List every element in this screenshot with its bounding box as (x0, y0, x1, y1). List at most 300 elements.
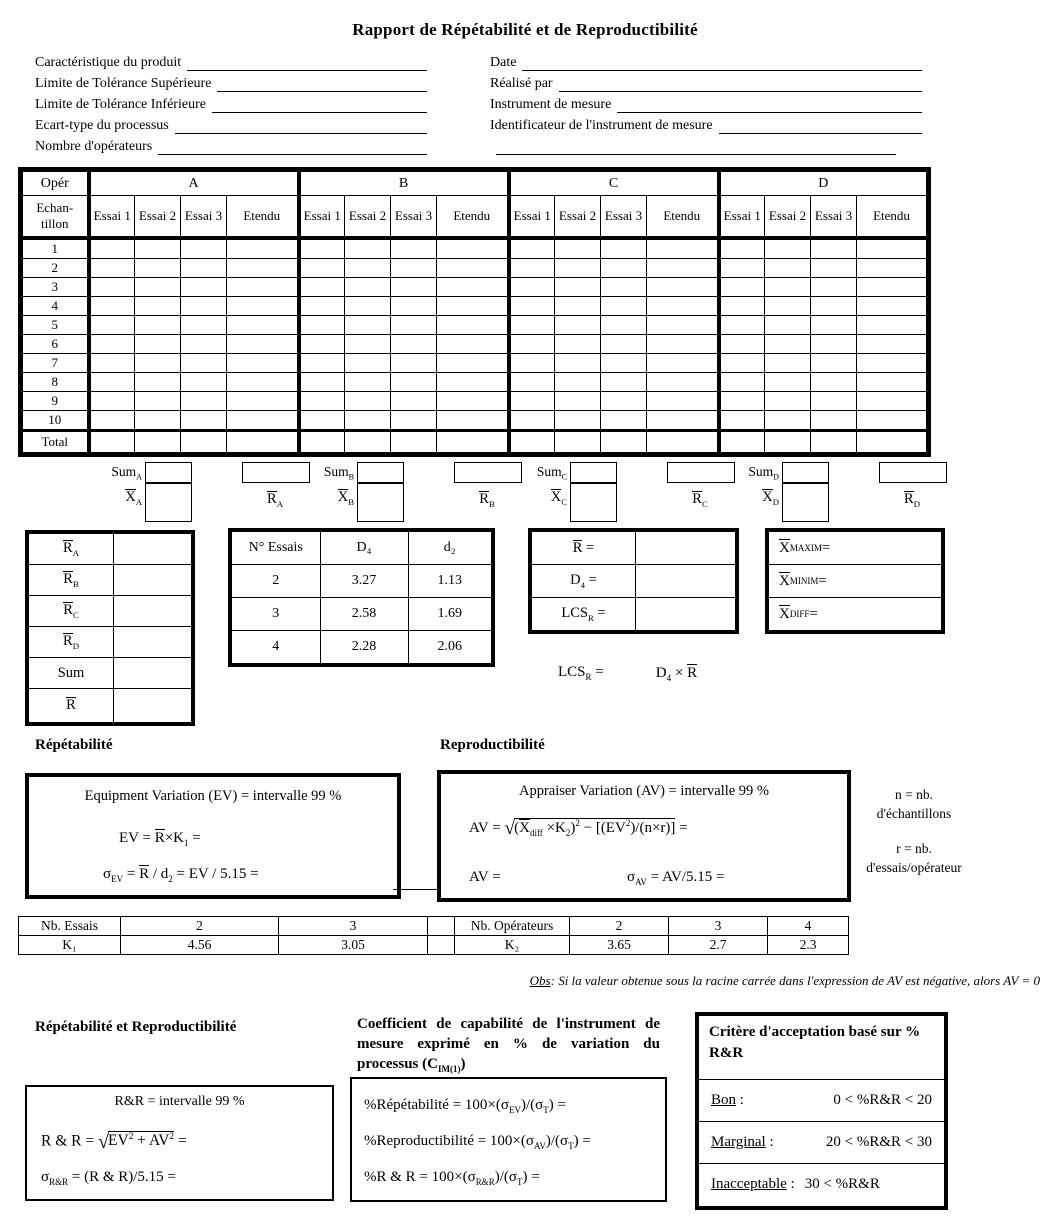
measurement-cell[interactable] (555, 316, 601, 335)
measurement-cell[interactable] (509, 316, 555, 335)
measurement-cell[interactable] (811, 259, 857, 278)
k-table-cell: 3 (279, 917, 428, 936)
measurement-cell[interactable] (765, 278, 811, 297)
measurement-cell[interactable] (811, 316, 857, 335)
measurement-cell[interactable] (89, 411, 135, 431)
rr-box (25, 1085, 334, 1201)
measurement-cell[interactable] (181, 431, 227, 455)
ev-box-title: Equipment Variation (EV) = intervalle 99 % (84, 788, 342, 804)
measurement-cell[interactable] (391, 259, 437, 278)
measurement-cell[interactable] (345, 259, 391, 278)
measurement-cell[interactable] (181, 238, 227, 259)
measurement-cell[interactable] (857, 278, 929, 297)
rr-formula: R & $R = √EV^2 + AV^2$ = (41, 1131, 187, 1153)
rbar-value-box[interactable] (879, 462, 947, 483)
k-table-cell: Nb. Opérateurs (455, 917, 570, 936)
measurement-cell[interactable] (509, 278, 555, 297)
measurement-cell[interactable] (555, 238, 601, 259)
measurement-cell[interactable] (601, 411, 647, 431)
measurement-cell[interactable] (227, 373, 299, 392)
av-equals: AV = (469, 869, 501, 885)
row-label: 4 (21, 297, 89, 316)
measurement-cell[interactable] (857, 316, 929, 335)
blank-line[interactable] (522, 55, 922, 71)
measurement-cell[interactable] (181, 392, 227, 411)
measurement-cell[interactable] (647, 259, 719, 278)
measurement-cell[interactable] (647, 278, 719, 297)
measurement-cell[interactable] (181, 373, 227, 392)
measurement-cell[interactable] (299, 392, 345, 411)
criteria-row-marginal (699, 1122, 944, 1164)
rbar-row-value[interactable] (113, 627, 191, 657)
xbar-extreme-row[interactable]: X DIFF = (769, 597, 941, 630)
measurement-cell[interactable] (135, 316, 181, 335)
measurement-cell[interactable] (391, 392, 437, 411)
rbar-row-value[interactable] (113, 565, 191, 595)
measurement-cell[interactable] (345, 316, 391, 335)
blank-line[interactable] (158, 139, 427, 155)
measurement-cell[interactable] (227, 354, 299, 373)
measurement-cell[interactable] (181, 354, 227, 373)
measurement-cell[interactable] (719, 335, 765, 354)
k-table-cell: K₂ (455, 936, 570, 955)
measurement-cell[interactable] (391, 297, 437, 316)
measurement-cell[interactable] (391, 316, 437, 335)
rbar-value-box[interactable] (667, 462, 735, 483)
sum-value-box[interactable] (570, 462, 617, 483)
ev-formula: EV = $R\times K_1$ = (119, 830, 201, 848)
measurement-cell[interactable] (299, 316, 345, 335)
sum-label: Sum$_A$ (111, 464, 142, 482)
measurement-cell[interactable] (345, 335, 391, 354)
measurement-cell[interactable] (437, 297, 509, 316)
measurement-cell[interactable] (509, 431, 555, 455)
measurement-cell[interactable] (555, 411, 601, 431)
measurement-cell[interactable] (227, 297, 299, 316)
measurement-cell[interactable] (719, 297, 765, 316)
xbar-label: $X_C$ (550, 489, 567, 507)
measurement-cell[interactable] (509, 297, 555, 316)
measurement-cell[interactable] (437, 335, 509, 354)
reproducibility-heading: Reproductibilité (440, 737, 545, 753)
measurement-cell[interactable] (601, 354, 647, 373)
measurement-cell[interactable] (601, 297, 647, 316)
measurement-cell[interactable] (345, 392, 391, 411)
measurement-cell[interactable] (345, 278, 391, 297)
col-header: Essai 2 (765, 196, 811, 239)
measurement-cell[interactable] (509, 335, 555, 354)
measurement-cell[interactable] (765, 316, 811, 335)
measurement-cell[interactable] (719, 354, 765, 373)
measurement-cell[interactable] (391, 278, 437, 297)
d-table-header: d₂ (408, 530, 493, 565)
measurement-cell[interactable] (601, 335, 647, 354)
measurement-table (18, 167, 931, 457)
operator-header: D (719, 170, 929, 196)
field-label: Limite de Tolérance Inférieure (35, 97, 206, 112)
k-table-cell: 4 (768, 917, 849, 936)
measurement-cell[interactable] (135, 411, 181, 431)
measurement-cell[interactable] (135, 238, 181, 259)
rbar-row-value[interactable] (113, 689, 191, 722)
measurement-cell[interactable] (811, 373, 857, 392)
operator-header: B (299, 170, 509, 196)
lcs-table (528, 528, 739, 634)
measurement-cell[interactable] (227, 335, 299, 354)
rbar-row-label: Sum (57, 664, 85, 681)
measurement-cell[interactable] (227, 238, 299, 259)
measurement-cell[interactable] (857, 411, 929, 431)
measurement-cell[interactable] (89, 259, 135, 278)
measurement-cell[interactable] (299, 259, 345, 278)
measurement-cell[interactable] (811, 354, 857, 373)
measurement-cell[interactable] (857, 431, 929, 455)
measurement-cell[interactable] (89, 278, 135, 297)
rbar-label: $R_A$ (267, 491, 283, 509)
operator-header: A (89, 170, 299, 196)
measurement-cell[interactable] (765, 335, 811, 354)
blank-line[interactable] (217, 76, 427, 92)
criteria-value: 20 < %R&R < 30 (825, 1134, 932, 1150)
measurement-cell[interactable] (227, 431, 299, 455)
rbar-value-box[interactable] (242, 462, 310, 483)
measurement-cell[interactable] (765, 238, 811, 259)
blank-line[interactable] (559, 76, 922, 92)
measurement-cell[interactable] (135, 431, 181, 455)
measurement-cell[interactable] (857, 259, 929, 278)
col-header: Essai 2 (345, 196, 391, 239)
measurement-cell[interactable] (601, 278, 647, 297)
k-table-cell: 2 (121, 917, 279, 936)
measurement-cell[interactable] (647, 335, 719, 354)
xbar-extreme-row[interactable]: X MINIM = (769, 564, 941, 597)
measurement-cell[interactable] (227, 316, 299, 335)
measurement-cell[interactable] (719, 259, 765, 278)
measurement-cell[interactable] (437, 259, 509, 278)
measurement-cell[interactable] (765, 373, 811, 392)
rbar-row-value[interactable] (113, 596, 191, 626)
measurement-cell[interactable] (181, 278, 227, 297)
row-label: 1 (21, 238, 89, 259)
xbar-extremes-table (765, 528, 945, 634)
d-table-cell: 1.69 (408, 598, 493, 631)
measurement-cell[interactable] (391, 373, 437, 392)
d-table-cell: 2.58 (320, 598, 408, 631)
xbar-value-box[interactable] (357, 483, 404, 522)
measurement-cell[interactable] (647, 354, 719, 373)
measurement-cell[interactable] (765, 297, 811, 316)
measurement-cell[interactable] (89, 431, 135, 455)
measurement-cell[interactable] (647, 297, 719, 316)
col-header: Essai 1 (299, 196, 345, 239)
blank-line[interactable] (719, 118, 922, 134)
lcs-row-label: $D_4$ = (570, 572, 597, 590)
measurement-cell[interactable] (555, 354, 601, 373)
measurement-cell[interactable] (555, 373, 601, 392)
measurement-cell[interactable] (647, 431, 719, 455)
k-table-cell: 3.65 (570, 936, 669, 955)
measurement-cell[interactable] (89, 335, 135, 354)
measurement-cell[interactable] (437, 278, 509, 297)
col-header: Essai 1 (89, 196, 135, 239)
measurement-cell[interactable] (719, 238, 765, 259)
sum-value-box[interactable] (357, 462, 404, 483)
measurement-cell[interactable] (765, 259, 811, 278)
measurement-cell[interactable] (509, 411, 555, 431)
measurement-cell[interactable] (509, 238, 555, 259)
rbar-value-box[interactable] (454, 462, 522, 483)
blank-line[interactable] (212, 97, 427, 113)
measurement-cell[interactable] (391, 238, 437, 259)
measurement-cell[interactable] (811, 278, 857, 297)
measurement-cell[interactable] (181, 335, 227, 354)
col-header: Etendu (647, 196, 719, 239)
field-label: Nombre d'opérateurs (35, 139, 153, 154)
measurement-cell[interactable] (135, 259, 181, 278)
measurement-cell[interactable] (345, 411, 391, 431)
note-line: n = nb. (895, 787, 933, 802)
xbar-label: $X_D$ (762, 489, 779, 507)
xbar-value-box[interactable] (782, 483, 829, 522)
measurement-cell[interactable] (719, 392, 765, 411)
d-table-cell: 3 (230, 598, 320, 631)
measurement-cell[interactable] (299, 238, 345, 259)
measurement-cell[interactable] (601, 431, 647, 455)
measurement-cell[interactable] (647, 316, 719, 335)
measurement-cell[interactable] (437, 373, 509, 392)
measurement-cell[interactable] (765, 354, 811, 373)
measurement-cell[interactable] (135, 354, 181, 373)
measurement-cell[interactable] (765, 411, 811, 431)
k-table-cell: 3 (669, 917, 768, 936)
measurement-cell[interactable] (601, 238, 647, 259)
measurement-cell[interactable] (437, 411, 509, 431)
col-header: Essai 2 (555, 196, 601, 239)
measurement-cell[interactable] (227, 392, 299, 411)
measurement-cell[interactable] (227, 259, 299, 278)
rbar-row-label: $R_A$ (63, 540, 79, 558)
col-header: Etendu (227, 196, 299, 239)
measurement-cell[interactable] (89, 392, 135, 411)
xbar-value-box[interactable] (145, 483, 192, 522)
blank-line[interactable] (187, 55, 427, 71)
measurement-cell[interactable] (345, 297, 391, 316)
totals-strip (0, 462, 1050, 522)
k-constants-table (18, 916, 849, 955)
criteria-row-unacceptable (699, 1164, 944, 1205)
measurement-cell[interactable] (555, 278, 601, 297)
measurement-cell[interactable] (437, 431, 509, 455)
measurement-cell[interactable] (601, 373, 647, 392)
measurement-cell[interactable] (811, 431, 857, 455)
measurement-cell[interactable] (181, 259, 227, 278)
k-table-cell: 3.05 (279, 936, 428, 955)
totals-block-a (96, 462, 308, 522)
measurement-cell[interactable] (601, 316, 647, 335)
measurement-cell[interactable] (299, 354, 345, 373)
measurement-cell[interactable] (437, 316, 509, 335)
measurement-cell[interactable] (647, 392, 719, 411)
xbar-extreme-row[interactable]: X MAXIM = (779, 539, 831, 557)
measurement-cell[interactable] (555, 431, 601, 455)
av-formula: AV = $√(X_{diff} \times K_2)^2 - [(EV^2)/(n\times r)]$ = (469, 818, 688, 840)
criteria-row-good (699, 1080, 944, 1122)
measurement-cell[interactable] (555, 392, 601, 411)
measurement-cell[interactable] (509, 259, 555, 278)
d-table-cell: 1.13 (408, 565, 493, 598)
measurement-cell[interactable] (719, 411, 765, 431)
lcs-formula-label: $LCS_R$ = (558, 664, 604, 682)
measurement-cell[interactable] (765, 392, 811, 411)
criteria-label: Inacceptable : (711, 1176, 795, 1192)
measurement-cell[interactable] (555, 259, 601, 278)
measurement-cell[interactable] (299, 297, 345, 316)
measurement-cell[interactable] (135, 297, 181, 316)
measurement-cell[interactable] (857, 373, 929, 392)
measurement-cell[interactable] (135, 278, 181, 297)
percent-rr-formula: %R & $R = 100\times(\sigma_{R\&R})/(\sigma_T)$ = (364, 1169, 540, 1187)
rbar-row-label: R (66, 697, 76, 713)
measurement-cell[interactable] (719, 373, 765, 392)
measurement-cell[interactable] (437, 392, 509, 411)
measurement-cell[interactable] (345, 354, 391, 373)
measurement-cell[interactable] (345, 373, 391, 392)
criteria-value: 0 < %R&R < 20 (833, 1092, 932, 1108)
main-table-body (21, 238, 929, 455)
measurement-cell[interactable] (601, 259, 647, 278)
note-line: d'échantillons (876, 806, 952, 821)
k-table-cell: 2.7 (669, 936, 768, 955)
k-table-cell: 4.56 (121, 936, 279, 955)
measurement-cell[interactable] (601, 392, 647, 411)
k-table-spacer (428, 917, 455, 936)
measurement-cell[interactable] (299, 373, 345, 392)
row-label: 7 (21, 354, 89, 373)
field-label: Instrument de mesure (490, 97, 612, 112)
measurement-cell[interactable] (391, 354, 437, 373)
measurement-cell[interactable] (181, 411, 227, 431)
measurement-cell[interactable] (181, 297, 227, 316)
measurement-cell[interactable] (299, 278, 345, 297)
sum-value-box[interactable] (145, 462, 192, 483)
measurement-cell[interactable] (181, 316, 227, 335)
measurement-cell[interactable] (509, 392, 555, 411)
measurement-cell[interactable] (811, 297, 857, 316)
corner-oper: Opér (21, 170, 89, 196)
cim-heading: Coefficient de capabilité de l'instrument de mesure exprimé en % de variation du processus $(C_{IM(1)})$ (357, 1016, 660, 1074)
blank-line[interactable] (175, 118, 427, 134)
measurement-cell[interactable] (811, 411, 857, 431)
measurement-cell[interactable] (647, 411, 719, 431)
k-table-spacer (428, 936, 455, 955)
measurement-cell[interactable] (719, 278, 765, 297)
blank-line[interactable] (496, 139, 896, 155)
measurement-cell[interactable] (299, 335, 345, 354)
rbar-row-label: $R_B$ (63, 571, 79, 589)
col-header: Essai 1 (509, 196, 555, 239)
measurement-cell[interactable] (719, 431, 765, 455)
measurement-cell[interactable] (89, 297, 135, 316)
measurement-cell[interactable] (719, 316, 765, 335)
row-label: 6 (21, 335, 89, 354)
measurement-cell[interactable] (391, 411, 437, 431)
measurement-cell[interactable] (89, 354, 135, 373)
lcs-row-value[interactable] (635, 565, 735, 597)
measurement-cell[interactable] (857, 297, 929, 316)
d-table-cell: 2.06 (408, 631, 493, 666)
measurement-cell[interactable] (89, 316, 135, 335)
sigma-ev-formula: $\sigma_{EV} = R / d_2$ = EV / 5.15 = (103, 866, 259, 884)
col-header: Essai 3 (601, 196, 647, 239)
lcs-row-value[interactable] (635, 598, 735, 630)
totals-block-d (733, 462, 945, 522)
lcs-row-label: R = (572, 539, 595, 556)
measurement-cell[interactable] (811, 392, 857, 411)
measurement-cell[interactable] (555, 335, 601, 354)
row-label: 9 (21, 392, 89, 411)
measurement-cell[interactable] (345, 431, 391, 455)
measurement-cell[interactable] (555, 297, 601, 316)
field-label: Limite de Tolérance Supérieure (35, 76, 212, 91)
rbar-row-value[interactable] (113, 658, 191, 688)
measurement-cell[interactable] (299, 411, 345, 431)
measurement-cell[interactable] (765, 431, 811, 455)
rr-box-title: R&R = intervalle 99 % (114, 1094, 245, 1109)
measurement-cell[interactable] (647, 373, 719, 392)
measurement-cell[interactable] (811, 238, 857, 259)
measurement-cell[interactable] (135, 373, 181, 392)
col-header: Essai 3 (811, 196, 857, 239)
measurement-cell[interactable] (811, 335, 857, 354)
blank-line[interactable] (617, 97, 922, 113)
xbar-value-box[interactable] (570, 483, 617, 522)
totals-block-b (308, 462, 520, 522)
measurement-cell[interactable] (857, 335, 929, 354)
sum-label: Sum$_B$ (323, 464, 354, 482)
measurement-cell[interactable] (857, 354, 929, 373)
measurement-cell[interactable] (299, 431, 345, 455)
measurement-cell[interactable] (509, 354, 555, 373)
rbar-row-value[interactable] (113, 534, 191, 564)
col-header: Etendu (437, 196, 509, 239)
av-box-title: Appraiser Variation (AV) = intervalle 99 % (518, 783, 770, 799)
lcs-row-value[interactable] (635, 532, 735, 564)
field-label: Identificateur de l'instrument de mesure (490, 118, 713, 133)
d-constants-table (228, 528, 495, 667)
measurement-cell[interactable] (135, 335, 181, 354)
measurement-cell[interactable] (89, 238, 135, 259)
measurement-cell[interactable] (857, 392, 929, 411)
measurement-cell[interactable] (227, 278, 299, 297)
measurement-cell[interactable] (437, 238, 509, 259)
measurement-cell[interactable] (89, 373, 135, 392)
measurement-cell[interactable] (857, 238, 929, 259)
criteria-label: Bon : (711, 1092, 744, 1108)
measurement-cell[interactable] (647, 238, 719, 259)
percent-repeatability-formula: %Répétabilité = $100\times(\sigma_{EV})/(\sigma_T)$ = (364, 1097, 566, 1115)
measurement-cell[interactable] (509, 373, 555, 392)
measurement-cell[interactable] (391, 335, 437, 354)
sum-value-box[interactable] (782, 462, 829, 483)
xbar-label: $X_B$ (337, 489, 354, 507)
measurement-cell[interactable] (437, 354, 509, 373)
measurement-cell[interactable] (345, 238, 391, 259)
measurement-cell[interactable] (135, 392, 181, 411)
row-label: 2 (21, 259, 89, 278)
measurement-cell[interactable] (227, 411, 299, 431)
row-label: 8 (21, 373, 89, 392)
measurement-cell[interactable] (391, 431, 437, 455)
